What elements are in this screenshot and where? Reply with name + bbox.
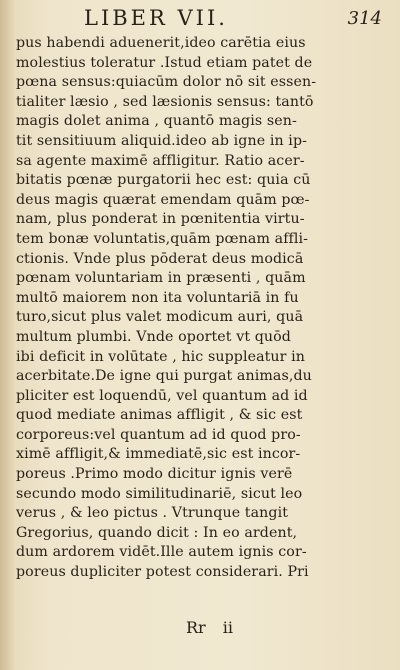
text-line: poreus .Primo modo dicitur ignis verē bbox=[16, 466, 293, 483]
text-line: secundo modo similitudinariē, sicut leo bbox=[16, 485, 303, 502]
text-line: ximē affligit,& immediatē,sic est incor- bbox=[16, 446, 301, 463]
text-line: magis dolet anima , quantō magis sen- bbox=[16, 113, 297, 130]
text-line: tem bonæ voluntatis,quām pœnam affli- bbox=[16, 230, 309, 247]
text-line: deus magis quærat emendam quām pœ- bbox=[16, 191, 310, 208]
text-line: sa agente maximē affligitur. Ratio acer- bbox=[16, 152, 305, 169]
body-text bbox=[16, 34, 380, 583]
text-line: pliciter est loquendū, vel quantum ad id bbox=[16, 387, 308, 404]
text-line: pœnam voluntariam in præsenti , quām bbox=[16, 270, 306, 287]
text-line: dum ardorem vidēt.Ille autem ignis cor- bbox=[16, 544, 307, 561]
text-line: ctionis. Vnde plus pōderat deus modicā bbox=[16, 250, 304, 267]
text-line: Gregorius, quando dicit : In eo ardent, bbox=[16, 524, 298, 541]
page-gutter bbox=[0, 0, 14, 670]
text-line: pus habendi aduenerit,ideo carētia eius bbox=[16, 35, 306, 51]
text-line: quod mediate animas affligit , & sic est bbox=[16, 407, 303, 424]
text-line: verus , & leo pictus . Vtrunque tangit bbox=[16, 505, 289, 522]
text-line: bitatis pœnæ purgatorii hec est: quia cū bbox=[16, 172, 311, 189]
running-head: LIBER VII. bbox=[84, 6, 228, 30]
text-line: molestius toleratur .Istud etiam patet de bbox=[16, 54, 313, 71]
signature-mark: Rr ii bbox=[186, 618, 234, 637]
text-line: corporeus:vel quantum ad id quod pro- bbox=[16, 426, 301, 443]
text-line: turo,sicut plus valet modicum auri, quā bbox=[16, 309, 304, 326]
page-number: 314 bbox=[347, 8, 382, 29]
text-line: ibi deficit in volūtate , hic suppleatur in bbox=[16, 348, 306, 365]
text-line: acerbitate.De igne qui purgat animas,du bbox=[16, 368, 312, 385]
text-line: multum plumbi. Vnde oportet vt quōd bbox=[16, 328, 291, 345]
text-line: pœna sensus:quiacūm dolor nō sit essen- bbox=[16, 74, 317, 91]
text-line: tialiter læsio , sed læsionis sensus: tantō bbox=[16, 93, 314, 110]
page-header bbox=[84, 6, 382, 32]
text-line: nam, plus ponderat in pœnitentia virtu- bbox=[16, 211, 305, 228]
text-line: tit sensitiuum aliquid.ideo ab igne in ip- bbox=[16, 132, 308, 149]
text-line: poreus dupliciter potest considerari. Pri bbox=[16, 564, 309, 581]
text-line: multō maiorem non ita voluntariā in fu bbox=[16, 289, 299, 306]
